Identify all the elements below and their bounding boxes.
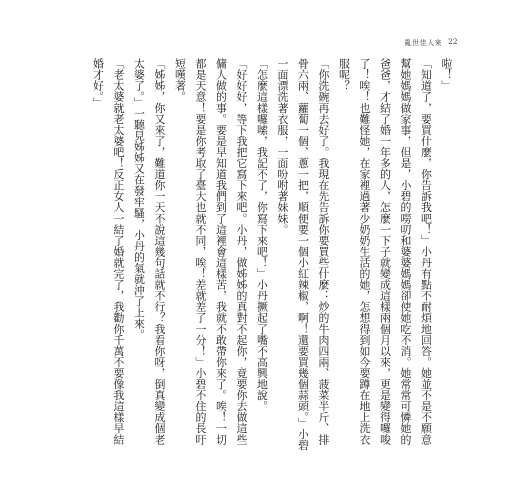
paragraph: 「老太婆就老太婆吧！反正女人一結了婚就完了，我勸你千萬不要像我這樣早結婚才好。」: [91, 58, 125, 445]
paragraph: 「知道了，要買什麼，你告訴我吧！」小丹有點不耐煩地回答。她並不是不願意幫她媽媽做家事，但是，小碧的嘮叨和婆婆媽媽卻使她吃不消。她常常可憐她的爸爸，才結了婚一年多的人，怎麼一下子就變成這樣兩個月以來，更是變得囉唆了！唉！也難怪她，在家裡過著少奶奶生活的她，怎想得到如今要蹲在地上洗衣服呢？: [337, 58, 433, 445]
running-header: [405, 38, 458, 48]
paragraph: 啦！」: [440, 58, 453, 92]
paragraph: 「你洗碗再去好了。我現在先告訴你要買些什麼：炒的牛肉四兩、菠菜半斤、排骨六兩、蘿蔔一個、蔥一把，順便要一個小紅辣椒，啊！還要買幾個蒜頭。」小碧一面漂洗著衣服，一面吩咐著妹妹。: [276, 58, 330, 451]
book-title: 亂世佳人來: [404, 39, 443, 47]
vertical-body-text: [56, 58, 456, 452]
paragraph: 「姊姊，你又來了，難道你一天不說這幾句話就不行？我看你呀，倒真變成個老太婆了。」一聽見姊姊又在發牢騷，小丹的氣就沖了上來。: [132, 58, 166, 445]
page-number: 22: [448, 38, 458, 46]
paragraph: 「好好好，等下我把它寫下來吧。小丹，做姊姊的真對不起你，竟要你去做這些傭人做的事。要是早知道我們到了這裡會這樣苦，我就不敢帶你來了。唉！一切都是天意！要是你考取了臺大也就不同，唉！差就差了一分！」小碧不住的長吁短嘆著。: [173, 58, 248, 445]
paragraph: 「怎麼這樣囉嗦，我記不了，你寫下來吧！」小丹撅起了嘴不高興地說。: [255, 58, 269, 412]
